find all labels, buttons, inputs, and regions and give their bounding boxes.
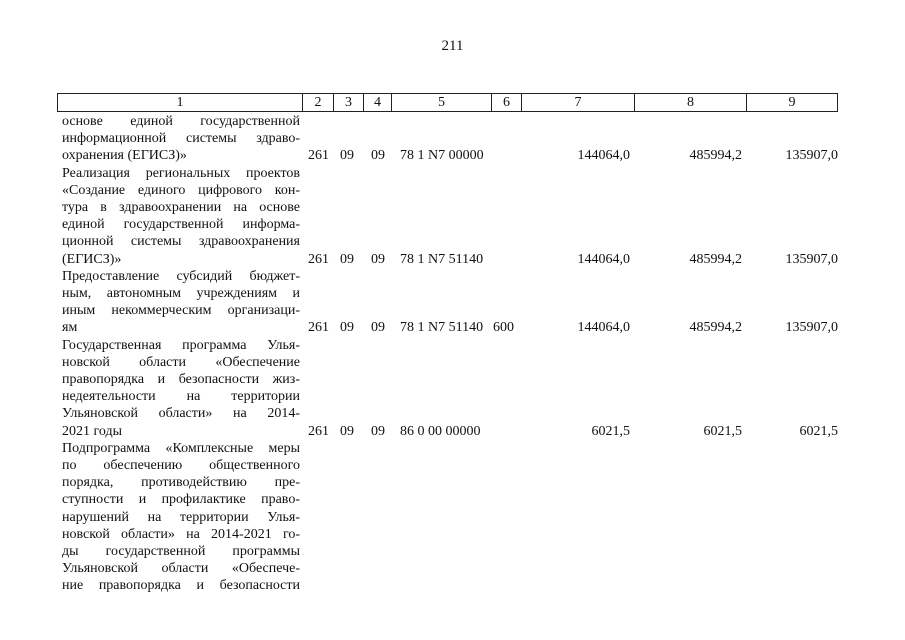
description-line: порядка, противодействию пре- [62, 475, 300, 491]
description-line: недеятельности на территории [62, 389, 300, 405]
description-line: Реализация региональных проектов [62, 165, 300, 181]
cell-pr: 09 [371, 251, 385, 267]
description-line: ционной системы здравоохранения [62, 234, 300, 250]
cell-sum-3: 135907,0 [785, 251, 838, 267]
table-body [62, 113, 842, 595]
cell-rz: 09 [340, 423, 354, 439]
description-line: правопорядка и безопасности жиз- [62, 372, 300, 388]
description-line: ды государственной программы [62, 544, 300, 560]
description-line: (ЕГИСЗ)» [62, 251, 122, 267]
description-line: новской области» на 2014-2021 го- [62, 526, 300, 542]
table-row [62, 337, 842, 440]
description-line: Подпрограмма «Комплексные меры [62, 440, 300, 456]
description-line: Государственная программа Улья- [62, 337, 300, 353]
description-line: информационной системы здраво- [62, 131, 300, 147]
description-line: по обеспечению общественного [62, 458, 300, 474]
description-line: нарушений на территории Улья- [62, 509, 300, 525]
description-line: единой государственной информа- [62, 217, 300, 233]
description-line: новской области «Обеспечение [62, 354, 300, 370]
cell-sum-2: 6021,5 [703, 423, 742, 439]
description-line: Ульяновской области «Обеспече- [62, 561, 300, 577]
header-col-4: 4 [363, 94, 391, 111]
description-line: охранения (ЕГИСЗ)» [62, 148, 187, 164]
cell-ved: 261 [308, 423, 329, 439]
header-col-9: 9 [746, 94, 837, 111]
cell-vr: 600 [493, 320, 514, 336]
row-description [62, 165, 300, 268]
cell-pr: 09 [371, 148, 385, 164]
header-col-3: 3 [333, 94, 363, 111]
table-row [62, 268, 842, 337]
cell-sum-1: 144064,0 [577, 251, 630, 267]
description-line: ным, автономным учреждениям и [62, 286, 300, 302]
table-row [62, 165, 842, 268]
cell-pr: 09 [371, 423, 385, 439]
description-line: тура в здравоохранении на основе [62, 200, 300, 216]
cell-csr: 78 1 N7 51140 [400, 320, 484, 336]
cell-sum-2: 485994,2 [689, 320, 742, 336]
cell-csr: 78 1 N7 51140 [400, 251, 484, 267]
row-description [62, 337, 300, 440]
description-line: ступности и профилактике право- [62, 492, 300, 508]
cell-ved: 261 [308, 251, 329, 267]
header-col-2: 2 [302, 94, 333, 111]
description-line: основе единой государственной [62, 114, 300, 129]
cell-ved: 261 [308, 148, 329, 164]
header-col-8: 8 [634, 94, 746, 111]
description-line: «Создание единого цифрового кон- [62, 182, 300, 198]
description-line: иным некоммерческим организаци- [62, 303, 300, 319]
header-col-6: 6 [491, 94, 521, 111]
table-row [62, 113, 842, 165]
table-row [62, 440, 842, 595]
cell-pr: 09 [371, 320, 385, 336]
description-line: Ульяновской области» на 2014- [62, 406, 300, 422]
description-line: Предоставление субсидий бюджет- [62, 268, 300, 284]
cell-rz: 09 [340, 148, 354, 164]
page-number: 211 [441, 38, 464, 54]
row-description [62, 268, 300, 337]
cell-sum-1: 6021,5 [591, 423, 630, 439]
table-header [57, 93, 838, 112]
cell-sum-2: 485994,2 [689, 148, 742, 164]
cell-sum-1: 144064,0 [577, 320, 630, 336]
cell-rz: 09 [340, 251, 354, 267]
header-col-1: 1 [176, 95, 184, 110]
cell-csr: 86 0 00 00000 [400, 423, 481, 439]
cell-sum-1: 144064,0 [577, 148, 630, 164]
header-col-5: 5 [391, 94, 491, 111]
cell-sum-3: 6021,5 [799, 423, 838, 439]
description-line: ние правопорядка и безопасности [62, 578, 300, 594]
row-description [62, 440, 300, 595]
cell-csr: 78 1 N7 00000 [400, 148, 484, 164]
row-description [62, 113, 300, 165]
cell-ved: 261 [308, 320, 329, 336]
cell-sum-2: 485994,2 [689, 251, 742, 267]
description-line: 2021 годы [62, 423, 123, 439]
cell-sum-3: 135907,0 [785, 148, 838, 164]
cell-rz: 09 [340, 320, 354, 336]
header-col-7: 7 [521, 94, 634, 111]
cell-sum-3: 135907,0 [785, 320, 838, 336]
description-line: ям [62, 320, 78, 336]
